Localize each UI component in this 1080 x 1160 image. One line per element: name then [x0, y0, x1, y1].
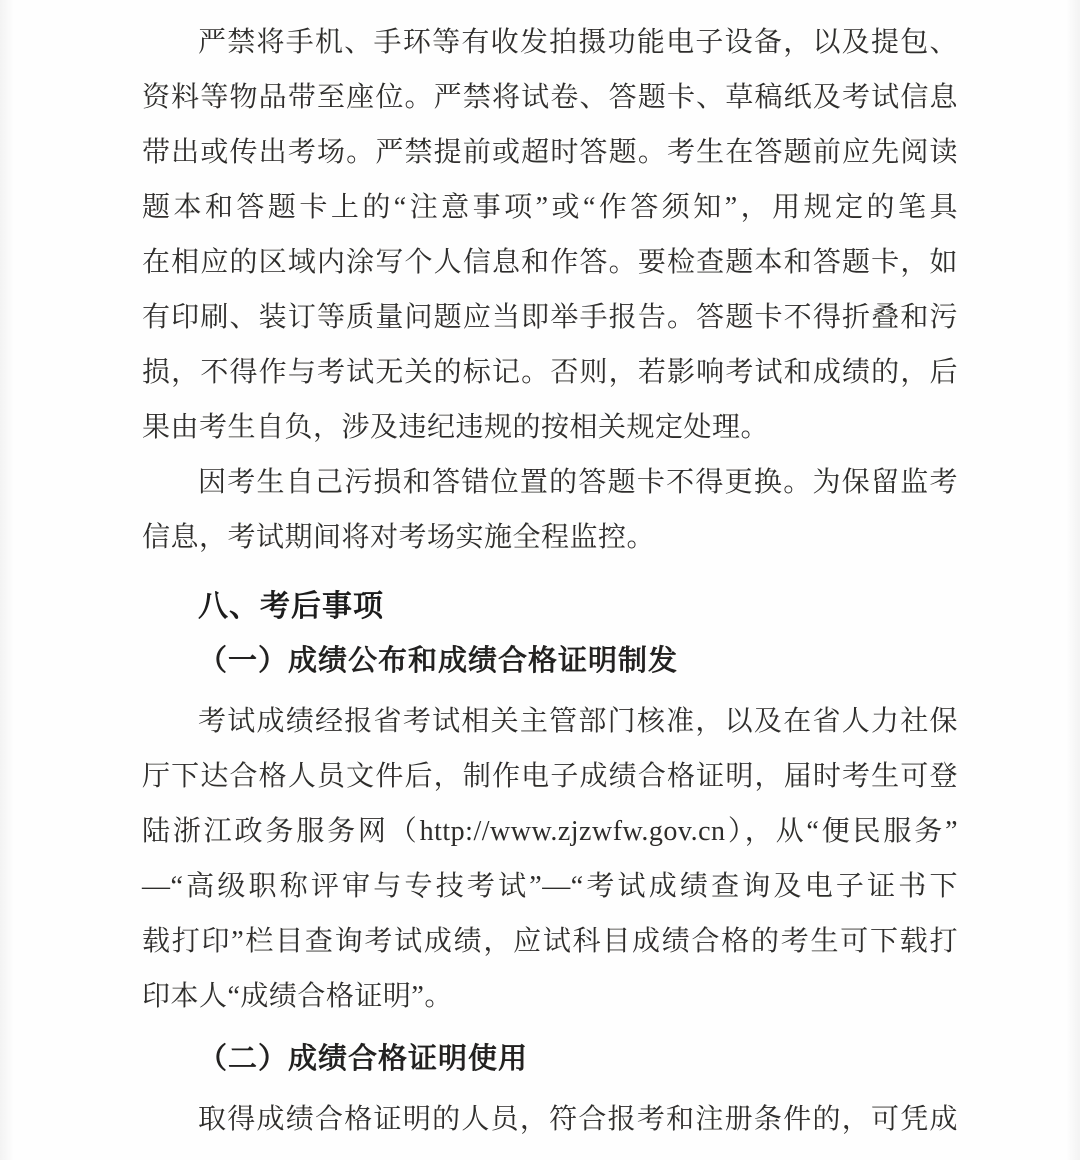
paragraph-line: 因考生自己污损和答错位置的答题卡不得更换。为保留监考: [198, 467, 958, 498]
paragraph-line: 载打印”栏目查询考试成绩，应试科目成绩合格的考生可下载打: [142, 926, 958, 957]
paragraph-line: 信息，考试期间将对考场实施全程监控。: [142, 522, 656, 553]
paragraph-line: 陆浙江政务服务网（http://www.zjzwfw.gov.cn），从“便民服务”: [142, 816, 958, 847]
document-body: [142, 0, 958, 1147]
paragraph-line: 考试成绩经报省考试相关主管部门核准，以及在省人力社保: [198, 706, 958, 737]
subsection-heading: （二）成绩合格证明使用: [198, 1043, 529, 1075]
paragraph-line: 严禁将手机、手环等有收发拍摄功能电子设备，以及提包、: [198, 27, 958, 58]
paragraph-line: 损，不得作与考试无关的标记。否则，若影响考试和成绩的，后: [142, 357, 958, 388]
section-heading: 八、考后事项: [198, 590, 384, 623]
paragraph-line: 有印刷、装订等质量问题应当即举手报告。答题卡不得折叠和污: [142, 302, 958, 333]
paragraph-line: 资料等物品带至座位。严禁将试卷、答题卡、草稿纸及考试信息: [142, 82, 958, 113]
paragraph-line: 题本和答题卡上的“注意事项”或“作答须知”，用规定的笔具: [142, 192, 958, 223]
paragraph-line: 在相应的区域内涂写个人信息和作答。要检查题本和答题卡，如: [142, 247, 958, 278]
subsection-heading: （一）成绩公布和成绩合格证明制发: [198, 645, 679, 677]
paragraph-line: —“高级职称评审与专技考试”—“考试成绩查询及电子证书下: [142, 871, 958, 902]
paragraph-line: 带出或传出考场。严禁提前或超时答题。考生在答题前应先阅读: [142, 137, 958, 168]
paragraph-line: 厅下达合格人员文件后，制作电子成绩合格证明，届时考生可登: [142, 761, 958, 792]
paragraph-line: 果由考生自负，涉及违纪违规的按相关规定处理。: [142, 412, 770, 443]
paragraph-line: 印本人“成绩合格证明”。: [142, 981, 453, 1012]
paragraph-line: 取得成绩合格证明的人员，符合报考和注册条件的，可凭成: [198, 1104, 958, 1135]
